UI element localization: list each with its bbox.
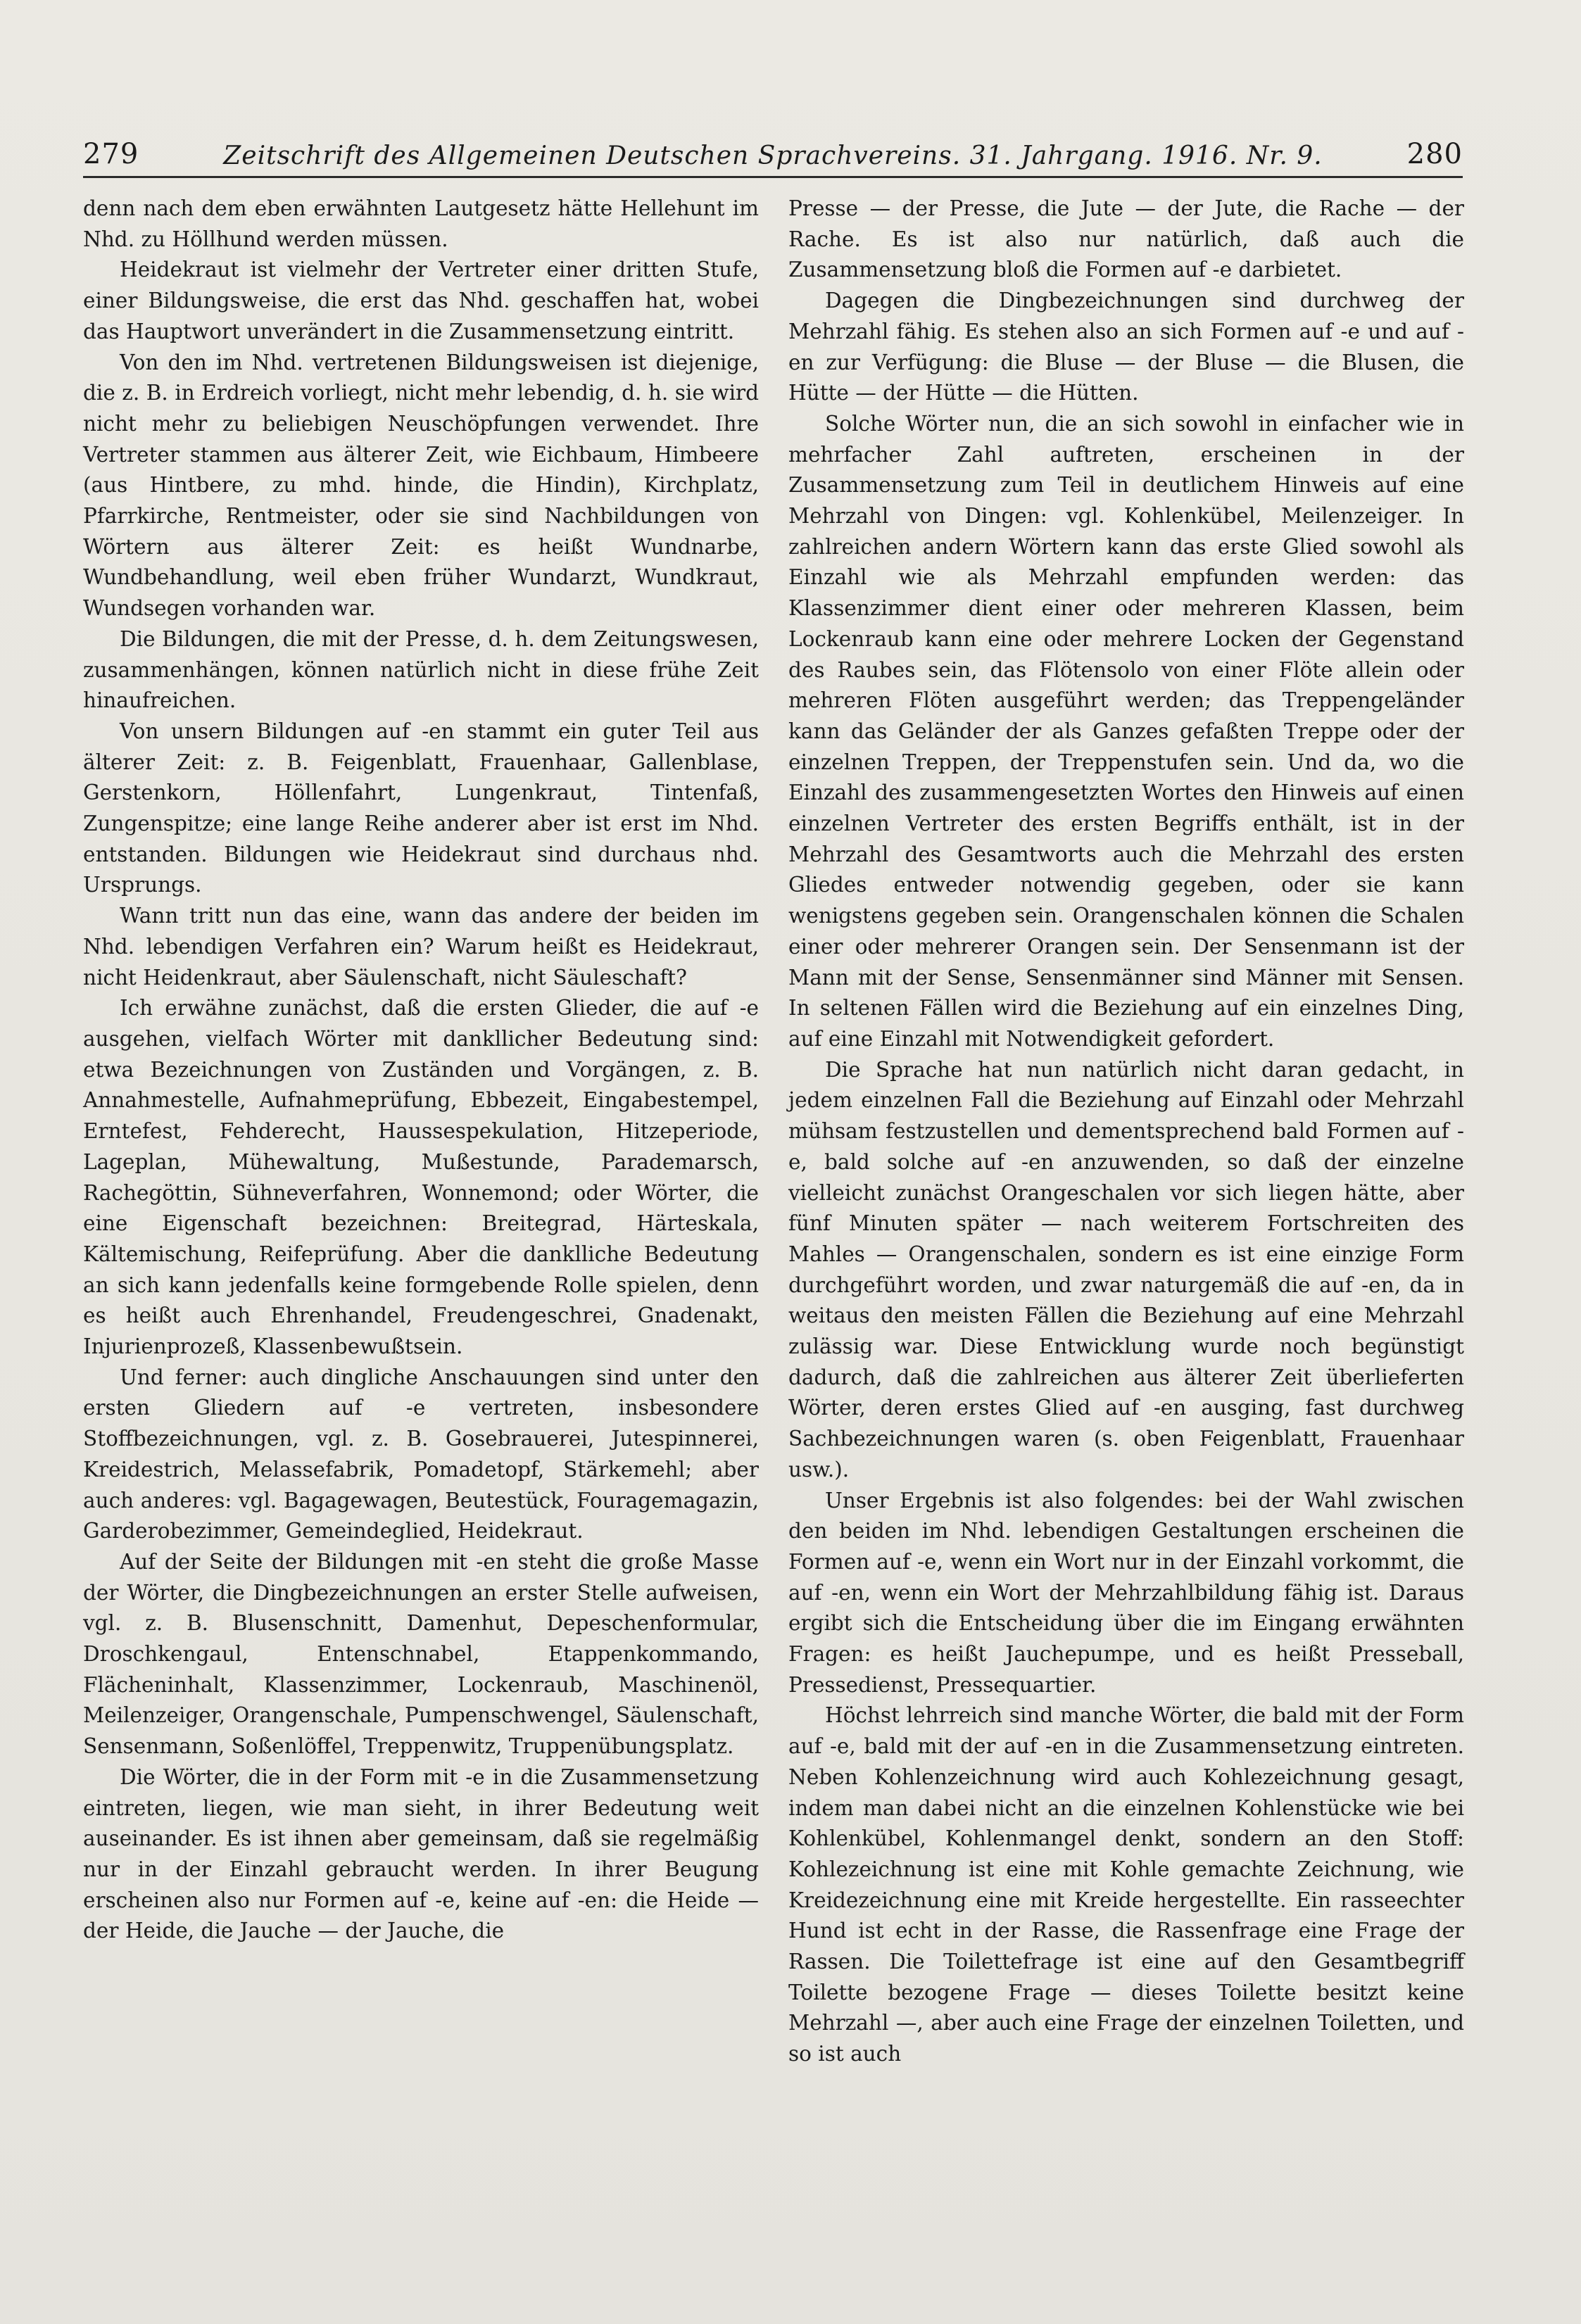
paragraph: Von den im Nhd. vertretenen Bildungsweisen ist diejenige, die z. B. in Erdreich vorliegt, nicht mehr lebendig, d. h. sie wird nicht mehr zu beliebigen Neuschöpfungen verwendet. Ihre Vertreter stammen aus älterer Zeit, wie Eichbaum, Himbeere (aus Hintbere, zu mhd. hinde, die Hindin), Kirchplatz, Pfarrkirche, Rentmeister, oder sie sind Nachbildungen von Wörtern aus älterer Zeit: es heißt Wundnarbe, Wundbehandlung, weil eben früher Wundarzt, Wundkraut, Wundsegen vorhanden war. xyxy=(83,350,759,621)
running-header xyxy=(83,128,1463,178)
paragraph: denn nach dem eben erwähnten Lautgesetz hätte Hellehunt im Nhd. zu Höllhund werden müssen. xyxy=(83,196,759,251)
paragraph: Solche Wörter nun, die an sich sowohl in einfacher wie in mehrfacher Zahl auftreten, erscheinen in der Zusammensetzung zum Teil in deutlichem Hinweis auf eine Mehrzahl von Dingen: vgl. Kohlenkübel, Meilenzeiger. In zahlreichen andern Wörtern kann das erste Glied sowohl als Einzahl wie als Mehrzahl empfunden werden: das Klassenzimmer dient einer oder mehreren Klassen, beim Lockenraub kann eine oder mehrere Locken der Gegenstand des Raubes sein, das Flötensolo von einer Flöte allein oder mehreren Flöten ausgeführt werden; das Treppengeländer kann das Geländer der als Ganzes gefaßten Treppe oder der einzelnen Treppen, der Treppenstufen sein. Und da, wo die Einzahl des zusammengesetzten Wortes den Hinweis auf einen einzelnen Vertreter des ersten Begriffs enthält, ist in der Mehrzahl des Gesamtworts auch die Mehrzahl des ersten Gliedes entweder notwendig gegeben, oder sie kann wenigstens gegeben sein. Orangenschalen können die Schalen einer oder mehrerer Orangen sein. Der Sensenmann ist der Mann mit der Sense, Sensenmänner sind Männer mit Sensen. In seltenen Fällen wird die Beziehung auf ein einzelnes Ding, auf eine Einzahl mit Notwendigkeit gefordert. xyxy=(788,411,1464,1051)
paragraph: Dagegen die Dingbezeichnungen sind durchweg der Mehrzahl fähig. Es stehen also an sich Formen auf -e und auf -en zur Verfügung: die Bluse — der Bluse — die Blusen, die Hütte — der Hütte — die Hütten. xyxy=(788,289,1464,405)
page-number-left: 279 xyxy=(83,138,139,170)
journal-title: Zeitschrift des Allgemeinen Deutschen Sprachvereins. 31. Jahrgang. 1916. Nr. 9. xyxy=(223,141,1323,170)
right-column xyxy=(788,194,1464,2070)
paragraph: Ich erwähne zunächst, daß die ersten Glieder, die auf -e ausgehen, vielfach Wörter mit dankllicher Bedeutung sind: etwa Bezeichnungen von Zuständen und Vorgängen, z. B. Annahmestelle, Aufnahmeprüfung, Ebbezeit, Eingabestempel, Erntefest, Fehderecht, Haussespekulation, Hitzeperiode, Lageplan, Mühewaltung, Mußestunde, Parademarsch, Rachegöttin, Sühneverfahren, Wonnemond; oder Wörter, die eine Eigenschaft bezeichnen: Breitegrad, Härteskala, Kältemischung, Reifeprüfung. Aber die danklliche Bedeutung an sich kann jedenfalls keine formgebende Rolle spielen, denn es heißt auch Ehrenhandel, Freudengeschrei, Gnadenakt, Injurienprozeß, Klassenbewußtsein. xyxy=(83,996,759,1359)
page-number-right: 280 xyxy=(1406,138,1463,170)
paragraph: Auf der Seite der Bildungen mit -en steht die große Masse der Wörter, die Dingbezeichnungen an erster Stelle aufweisen, vgl. z. B. Blusenschnitt, Damenhut, Depeschenformular, Droschkengaul, Entenschnabel, Etappenkommando, Flächeninhalt, Klassenzimmer, Lockenraub, Maschinenöl, Meilenzeiger, Orangenschale, Pumpenschwengel, Säulenschaft, Sensenmann, Soßenlöffel, Treppenwitz, Truppenübungsplatz. xyxy=(83,1549,759,1759)
paragraph: Presse — der Presse, die Jute — der Jute, die Rache — der Rache. Es ist also nur natürlich, daß auch die Zusammensetzung bloß die Formen auf -e darbietet. xyxy=(788,196,1464,282)
paragraph: Heidekraut ist vielmehr der Vertreter einer dritten Stufe, einer Bildungsweise, die erst das Nhd. geschaffen hat, wobei das Hauptwort unverändert in die Zusammensetzung eintritt. xyxy=(83,258,759,343)
paragraph: Höchst lehrreich sind manche Wörter, die bald mit der Form auf -e, bald mit der auf -en in die Zusammensetzung eintreten. Neben Kohlenzeichnung wird auch Kohlezeichnung gesagt, indem man dabei nicht an die einzelnen Kohlenstücke wie bei Kohlenkübel, Kohlenmangel denkt, sondern an den Stoff: Kohlezeichnung ist eine mit Kohle gemachte Zeichnung, wie Kreidezeichnung eine mit Kreide hergestellte. Ein rasseechter Hund ist echt in der Rasse, die Rassenfrage eine Frage der Rassen. Die Toilettefrage ist eine auf den Gesamtbegriff Toilette bezogene Frage — dieses Toilette besitzt keine Mehrzahl —, aber auch eine Frage der einzelnen Toiletten, und so ist auch xyxy=(788,1703,1464,2066)
paragraph: Und ferner: auch dingliche Anschauungen sind unter den ersten Gliedern auf -e vertreten, insbesondere Stoffbezeichnungen, vgl. z. B. Gosebrauerei, Jutespinnerei, Kreidestrich, Melassefabrik, Pomadetopf, Stärkemehl; aber auch anderes: vgl. Bagagewagen, Beutestück, Fouragemagazin, Garderobezimmer, Gemeindeglied, Heidekraut. xyxy=(83,1365,759,1543)
left-column xyxy=(83,194,759,1947)
paragraph: Die Sprache hat nun natürlich nicht daran gedacht, in jedem einzelnen Fall die Beziehung auf Einzahl oder Mehrzahl mühsam festzustellen und dementsprechend bald Formen auf -e, bald solche auf -en anzuwenden, so daß der einzelne vielleicht zunächst Orangeschalen vor sich liegen hätte, aber fünf Minuten später — nach weiterem Fortschreiten des Mahles — Orangenschalen, sondern es ist eine einzige Form durchgeführt worden, und zwar naturgemäß die auf -en, da in weitaus den meisten Fällen die Beziehung auf eine Mehrzahl zulässig war. Diese Entwicklung wurde noch begünstigt dadurch, daß die zahlreichen aus älterer Zeit überlieferten Wörter, deren erstes Glied auf -en ausging, fast durchweg Sachbezeichnungen waren (s. oben Feigenblatt, Frauenhaar usw.). xyxy=(788,1057,1464,1482)
paragraph: Die Bildungen, die mit der Presse, d. h. dem Zeitungswesen, zusammenhängen, können natürlich nicht in diese frühe Zeit hinaufreichen. xyxy=(83,626,759,713)
paragraph: Wann tritt nun das eine, wann das andere der beiden im Nhd. lebendigen Verfahren ein? Warum heißt es Heidekraut, nicht Heidenkraut, aber Säulenschaft, nicht Säuleschaft? xyxy=(83,904,759,990)
paragraph: Von unsern Bildungen auf -en stammt ein guter Teil aus älterer Zeit: z. B. Feigenblatt, Frauenhaar, Gallenblase, Gerstenkorn, Höllenfahrt, Lungenkraut, Tintenfaß, Zungenspitze; eine lange Reihe anderer aber ist erst im Nhd. entstanden. Bildungen wie Heidekraut sind durchaus nhd. Ursprungs. xyxy=(83,719,759,897)
paragraph: Unser Ergebnis ist also folgendes: bei der Wahl zwischen den beiden im Nhd. lebendigen Gestaltungen erscheinen die Formen auf -e, wenn ein Wort nur in der Einzahl vorkommt, die auf -en, wenn ein Wort der Mehrzahlbildung fähig ist. Daraus ergibt sich die Entscheidung über die im Eingang erwähnten Fragen: es heißt Jauchepumpe, und es heißt Presseball, Pressedienst, Pressequartier. xyxy=(788,1488,1464,1697)
paragraph: Die Wörter, die in der Form mit -e in die Zusammensetzung eintreten, liegen, wie man sieht, in ihrer Bedeutung weit auseinander. Es ist ihnen aber gemeinsam, daß sie regelmäßig nur in der Einzahl gebraucht werden. In ihrer Beugung erscheinen also nur Formen auf -e, keine auf -en: die Heide — der Heide, die Jauche — der Jauche, die xyxy=(83,1764,759,1943)
